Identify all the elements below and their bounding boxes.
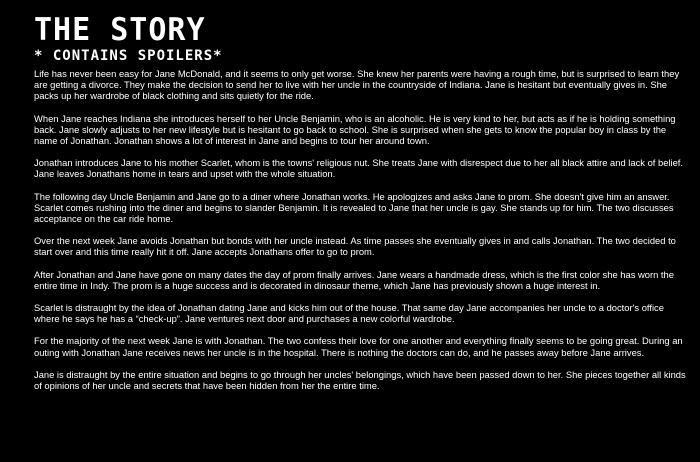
page-title: THE STORY (34, 11, 206, 49)
story-paragraph-8: For the majority of the next week Jane is with Jonathan. The two confess their love for one another and everything finally seems to be going great. During an outing with Jonathan Jane receives news her uncle is in the hospital. There is nothing the doctors can do, and he passes away before Jane arrives. (34, 335, 683, 358)
story-paragraph-3: Jonathan introduces Jane to his mother Scarlet, whom is the towns' religious nut. She treats Jane with disrespect due to her all black attire and lack of belief. Jane leaves Jonathans home in tears and upset with the whole situation. (34, 157, 684, 180)
story-paragraph-2: When Jane reaches Indiana she introduces herself to her Uncle Benjamin, who is an alcoholic. He is very kind to her, but acts as if he is holding something back. Jane slowly adjusts to her new lifestyle but is hesitant to go back to school. She is surprised when she gets to know the popular boy in class by the name of Jonathan. Jonathan shows a lot of interest in Jane and begins to tour her around town. (34, 112, 676, 147)
story-paragraph-9: Jane is distraught by the entire situation and begins to go through her uncles' belongings, which have been passed down to her. She pieces together all kinds of opinions of her uncle and secrets that have been hidden from her the entire time. (34, 368, 686, 392)
story-paragraph-4: The following day Uncle Benjamin and Jane go to a diner where Jonathan works. He apologizes and asks Jane to prom. She doesn't give him an answer. Scarlet comes rushing into the diner and begins to slander Benjamin. It is revealed to Jane that her uncle is gay. She stands up for him. The two discusses acceptance on the car ride home. (34, 190, 674, 225)
story-paragraph-1: Life has never been easy for Jane McDonald, and it seems to only get worse. She knew her parents were having a rough time, but is surprised to learn they are getting a divorce. They make the decision to send her to live with her uncle in the countryside of Indiana. Jane is hesitant but eventually gives in. She packs up her wardrobe of black clothing and sits quietly for the ride. (34, 68, 680, 102)
story-paragraph-7: Scarlet is distraught by the idea of Jonathan dating Jane and kicks him out of the house. That same day Jane accompanies her uncle to a doctor's office where he says he has a “check-up”. Jane ventures next door and purchases a new colorful wardrobe. (34, 302, 664, 325)
story-paragraph-5: Over the next week Jane avoids Jonathan but bonds with her uncle instead. As time passes she eventually gives in and calls Jonathan. The two decided to start over and this time really hit it off. Jane accepts Jonathans offer to go to prom. (34, 235, 676, 258)
spoiler-warning: * CONTAINS SPOILERS* (34, 48, 223, 64)
story-body (34, 68, 686, 391)
story-paragraph-6: After Jonathan and Jane have gone on many dates the day of prom finally arrives. Jane wears a handmade dress, which is the first color she has worn the entire time in Indy. The prom is a huge success and is decorated in dinosaur theme, which Jane has previously shown a huge interest in. (34, 268, 674, 291)
